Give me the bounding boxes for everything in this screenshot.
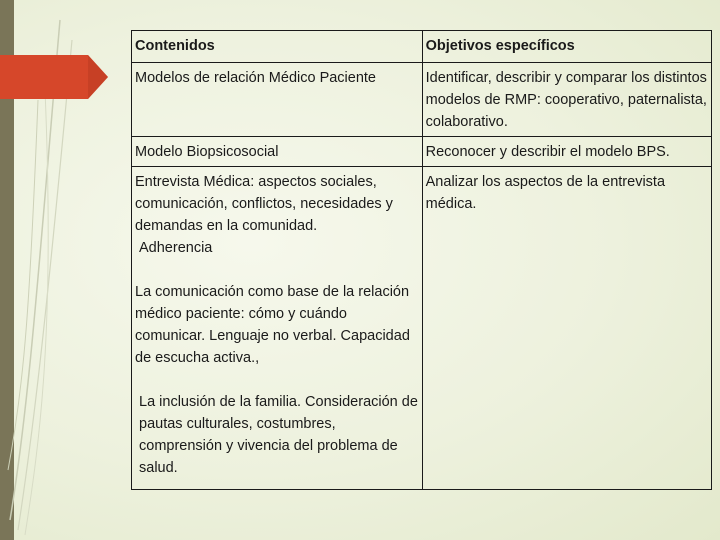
table-row [132, 167, 712, 490]
row1-content: Modelos de relación Médico Paciente [132, 63, 423, 137]
row3-block-adherencia: Adherencia [139, 240, 213, 256]
header-objetivos: Objetivos específicos [422, 31, 711, 63]
row2-objective: Reconocer y describir el modelo BPS. [422, 137, 711, 167]
table-row [132, 63, 712, 137]
row3-block-familia: La inclusión de la familia. Consideración de pautas culturales, costumbres, comprensión y vivencia del problema de salud. [139, 394, 418, 476]
row2-content: Modelo Biopsicosocial [132, 137, 423, 167]
spacer [135, 259, 419, 281]
contents-table [131, 30, 712, 490]
spacer [135, 369, 419, 391]
header-contenidos: Contenidos [132, 31, 423, 63]
section-arrow-icon [0, 55, 110, 100]
table-row [132, 137, 712, 167]
row3-block-entrevista: Entrevista Médica: aspectos sociales, comunicación, conflictos, necesidades y demandas en la comunidad. [135, 174, 393, 234]
row1-objective: Identificar, describir y comparar los distintos modelos de RMP: cooperativo, paternalista, colaborativo. [422, 63, 711, 137]
row3-objective: Analizar los aspectos de la entrevista médica. [422, 167, 711, 490]
row3-block-comunicacion: La comunicación como base de la relación médico paciente: cómo y cuándo comunicar. Lenguaje no verbal. Capacidad de escucha activa., [135, 284, 410, 366]
table-header-row [132, 31, 712, 63]
row3-content [132, 167, 423, 490]
